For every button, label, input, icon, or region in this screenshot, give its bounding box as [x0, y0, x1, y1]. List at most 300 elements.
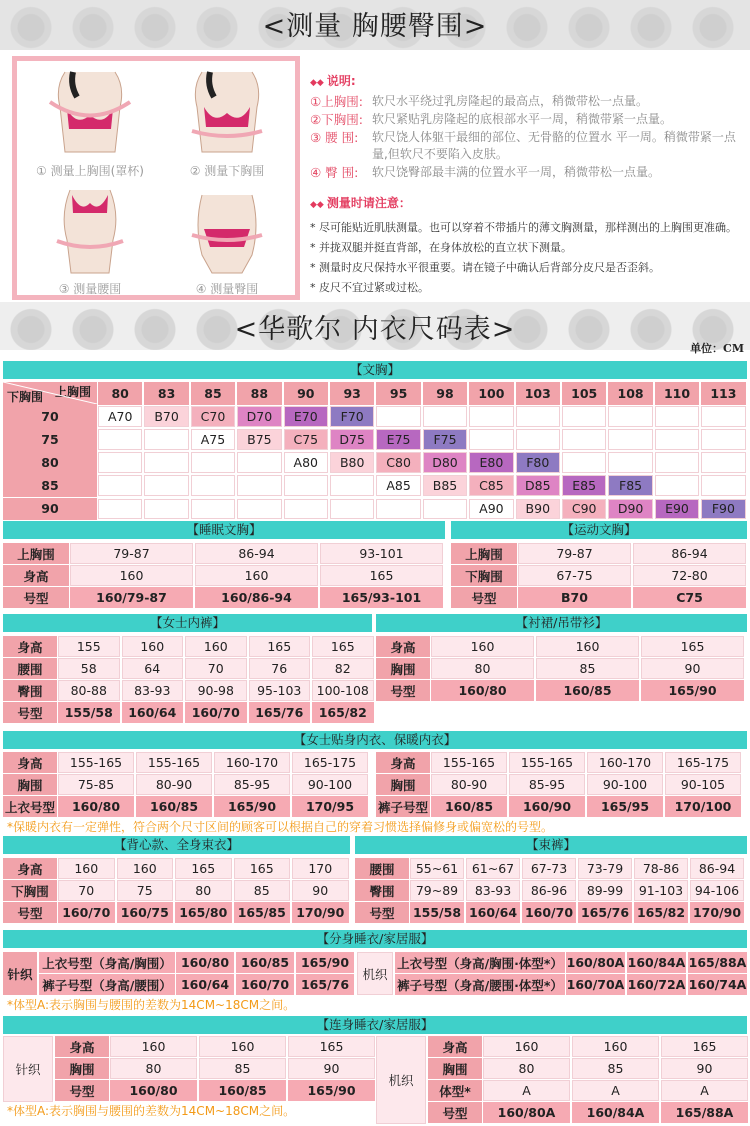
- thermal-top-row-label: 胸围: [3, 774, 57, 795]
- panties-type-cell: 165/76: [249, 702, 311, 723]
- thermal-title: 【女士贴身内衣、保暖内衣】: [3, 731, 747, 749]
- vest-value-cell: 80: [175, 880, 232, 901]
- measurement-notes: [310, 73, 746, 298]
- one-pj-woven-type-cell: 160/80A: [483, 1102, 570, 1123]
- panties-row-label: 身高: [3, 636, 57, 657]
- thermal-top-type-cell: 160/85: [136, 796, 212, 817]
- vest-row-label: 号型: [3, 902, 57, 923]
- bra-empty-cell: [98, 475, 142, 496]
- thermal-top-value-cell: 90-100: [292, 774, 368, 795]
- one-pj-woven-value-cell: 85: [572, 1058, 659, 1079]
- split-pj-type-cell: 165/76: [296, 974, 354, 995]
- bra-empty-cell: [655, 429, 699, 450]
- one-pj-knit-row-label: 身高: [55, 1036, 109, 1057]
- vest-value-cell: 165: [175, 858, 232, 879]
- thermal-bottom-value-cell: 165-175: [665, 752, 741, 773]
- one-pj-knit-value-cell: 165: [288, 1036, 375, 1057]
- vest-value-cell: 75: [117, 880, 174, 901]
- bra-size-cell: F70: [330, 406, 374, 427]
- one-pj-woven-row-label: 号型: [428, 1102, 482, 1123]
- shaper-value-cell: 86-94: [690, 858, 744, 879]
- bra-empty-cell: [284, 499, 328, 520]
- bra-empty-cell: [376, 406, 420, 427]
- bra-row-header: 85: [3, 474, 97, 497]
- shaper-title: 【束裤】: [355, 836, 747, 854]
- bra-empty-cell: [376, 499, 420, 520]
- shaper-type-cell: 155/58: [410, 902, 464, 923]
- split-pj-type-cell: 160/64: [176, 974, 234, 995]
- bra-row-header: 75: [3, 428, 97, 451]
- panties-value-cell: 160: [122, 636, 184, 657]
- thermal-bottom-type-cell: 170/100: [665, 796, 741, 817]
- split-pj-row-label: 上衣号型（身高/胸围·体型*）: [395, 952, 565, 973]
- one-pj-knit-value-cell: 80: [110, 1058, 197, 1079]
- sleep-bra-title: 【睡眠文胸】: [3, 521, 445, 539]
- panties-value-cell: 80-88: [58, 680, 120, 701]
- vest-value-cell: 85: [234, 880, 291, 901]
- bra-size-cell: D85: [516, 475, 560, 496]
- bra-empty-cell: [144, 499, 188, 520]
- bra-col-header: 88: [237, 382, 281, 405]
- bra-size-cell: C75: [284, 429, 328, 450]
- bra-size-cell: F90: [701, 499, 745, 520]
- figure-caption: ① 测量上胸围(罩杯): [36, 164, 144, 178]
- bra-corner-cell: [3, 382, 97, 405]
- split-pj-type-cell: 160/80A: [566, 952, 625, 973]
- one-pj-knit-value-cell: 85: [199, 1058, 286, 1079]
- thermal-bottom-type-cell: 165/95: [587, 796, 663, 817]
- sport-bra-type-cell: C75: [633, 587, 746, 608]
- slip-row-label: 号型: [376, 680, 430, 701]
- bra-col-header: 110: [655, 382, 699, 405]
- panties-type-cell: 155/58: [58, 702, 120, 723]
- sleep-bra-value-cell: 79-87: [70, 543, 193, 564]
- panties-type-cell: 165/82: [312, 702, 374, 723]
- thermal-bottom-type-cell: 160/85: [431, 796, 507, 817]
- bra-size-cell: F85: [608, 475, 652, 496]
- split-pj-type-cell: 160/72A: [627, 974, 686, 995]
- figure-caption: ② 测量下胸围: [189, 164, 265, 178]
- caution-heading: ◆◆ 测量时请注意：: [310, 196, 411, 210]
- upper-bust-illustration: [45, 67, 135, 157]
- bra-col-header: 80: [98, 382, 142, 405]
- shaper-value-cell: 73-79: [578, 858, 632, 879]
- bra-size-cell: D80: [423, 452, 467, 473]
- panties-row-label: 臀围: [3, 680, 57, 701]
- figure-waist: [25, 185, 155, 296]
- explain-heading: ◆◆ 说明:: [310, 74, 356, 88]
- vest-row-label: 身高: [3, 858, 57, 879]
- slip-value-cell: 160: [431, 636, 534, 657]
- shaper-value-cell: 91-103: [634, 880, 688, 901]
- panties-value-cell: 90-98: [185, 680, 247, 701]
- thermal-bottom-value-cell: 155-165: [431, 752, 507, 773]
- thermal-top-type-cell: 170/95: [292, 796, 368, 817]
- panties-value-cell: 58: [58, 658, 120, 679]
- thermal-top-value-cell: 80-90: [136, 774, 212, 795]
- sleep-bra-value-cell: 93-101: [320, 543, 443, 564]
- bra-col-header: 90: [284, 382, 328, 405]
- one-pj-woven-label: 机织: [376, 1036, 426, 1124]
- vest-type-cell: 165/80: [175, 902, 232, 923]
- thermal-bottom-value-cell: 90-100: [587, 774, 663, 795]
- thermal-top-type-cell: 165/90: [214, 796, 290, 817]
- bra-col-header: 105: [562, 382, 606, 405]
- thermal-top-row-label: 上衣号型: [3, 796, 57, 817]
- bra-col-header: 93: [330, 382, 374, 405]
- thermal-top-value-cell: 155-165: [136, 752, 212, 773]
- bra-size-cell: E70: [284, 406, 328, 427]
- slip-title: 【衬裙/吊带衫】: [376, 614, 747, 632]
- vest-value-cell: 90: [292, 880, 349, 901]
- under-bust-illustration: [182, 67, 272, 157]
- measure-banner: <测量 胸腰臀围>: [0, 0, 750, 50]
- panties-value-cell: 70: [185, 658, 247, 679]
- bra-corner-bottom: 下胸围: [7, 389, 44, 404]
- shaper-value-cell: 79~89: [410, 880, 464, 901]
- one-pj-woven-type-cell: 165/88A: [661, 1102, 748, 1123]
- bra-size-cell: B75: [237, 429, 281, 450]
- shaper-value-cell: 94-106: [690, 880, 744, 901]
- vest-value-cell: 165: [234, 858, 291, 879]
- thermal-top-type-cell: 160/80: [58, 796, 134, 817]
- sport-bra-value-cell: 67-75: [518, 565, 631, 586]
- shaper-row-label: 号型: [355, 902, 409, 923]
- shaper-row-label: 臀围: [355, 880, 409, 901]
- bra-row-header: 80: [3, 451, 97, 474]
- bra-empty-cell: [516, 406, 560, 427]
- one-pj-woven-value-cell: A: [483, 1080, 570, 1101]
- bra-size-cell: A90: [469, 499, 513, 520]
- bra-size-cell: E90: [655, 499, 699, 520]
- split-pj-type-cell: 160/70A: [566, 974, 625, 995]
- diamond-icon: ◆◆: [310, 78, 324, 88]
- bra-empty-cell: [237, 499, 281, 520]
- one-pj-woven-value-cell: 165: [661, 1036, 748, 1057]
- figure-caption: ③ 测量腰围: [58, 282, 122, 296]
- bra-empty-cell: [701, 475, 745, 496]
- thermal-top-row-label: 身高: [3, 752, 57, 773]
- bra-size-cell: E85: [562, 475, 606, 496]
- one-pj-knit-value-cell: 90: [288, 1058, 375, 1079]
- slip-row-label: 身高: [376, 636, 430, 657]
- bra-col-header: 95: [376, 382, 420, 405]
- shaper-value-cell: 55~61: [410, 858, 464, 879]
- shaper-type-cell: 160/64: [466, 902, 520, 923]
- bra-size-cell: D70: [237, 406, 281, 427]
- panties-value-cell: 82: [312, 658, 374, 679]
- one-pj-knit-row-label: 号型: [55, 1080, 109, 1101]
- bra-empty-cell: [516, 429, 560, 450]
- bra-empty-cell: [701, 406, 745, 427]
- shaper-value-cell: 78-86: [634, 858, 688, 879]
- bra-empty-cell: [98, 429, 142, 450]
- bra-size-cell: C85: [469, 475, 513, 496]
- thermal-bottom-value-cell: 80-90: [431, 774, 507, 795]
- shaper-type-cell: 165/82: [634, 902, 688, 923]
- one-pj-woven-value-cell: 80: [483, 1058, 570, 1079]
- sleep-bra-type-cell: 160/79-87: [70, 587, 193, 608]
- caution-item: * 并拢双腿并挺直背部，在身体放松的直立状下测量。: [310, 241, 572, 254]
- thermal-bottom-value-cell: 160-170: [587, 752, 663, 773]
- one-pj-knit-row-label: 胸围: [55, 1058, 109, 1079]
- panties-value-cell: 155: [58, 636, 120, 657]
- bra-empty-cell: [701, 452, 745, 473]
- thermal-bottom-value-cell: 85-95: [509, 774, 585, 795]
- thermal-top-value-cell: 165-175: [292, 752, 368, 773]
- one-pj-woven-type-cell: 160/84A: [572, 1102, 659, 1123]
- bra-empty-cell: [655, 452, 699, 473]
- bra-empty-cell: [98, 452, 142, 473]
- bra-size-cell: C80: [376, 452, 420, 473]
- thermal-top-value-cell: 160-170: [214, 752, 290, 773]
- bra-size-cell: B90: [516, 499, 560, 520]
- split-pj-row-label: 上衣号型（身高/胸围）: [39, 952, 175, 973]
- sport-bra-value-cell: 79-87: [518, 543, 631, 564]
- one-pj-note: *体型A:表示胸围与腰围的差数为14CM~18CM之间。: [7, 1104, 296, 1118]
- bra-empty-cell: [701, 429, 745, 450]
- bra-size-cell: A85: [376, 475, 420, 496]
- panties-value-cell: 76: [249, 658, 311, 679]
- explain-row: ④ 臀 围: 软尺饶臀部最丰满的位置水平一周，稍微带松一点量。: [310, 165, 661, 180]
- thermal-bottom-row-label: 裤子号型: [376, 796, 430, 817]
- bra-table-title: 【文胸】: [3, 361, 747, 379]
- diamond-icon: ◆◆: [310, 200, 324, 210]
- one-pj-knit-label: 针织: [3, 1036, 53, 1102]
- measure-illustration-panel: [12, 56, 300, 300]
- bra-size-cell: E80: [469, 452, 513, 473]
- shaper-value-cell: 83-93: [466, 880, 520, 901]
- bra-col-header: 83: [144, 382, 188, 405]
- shaper-type-cell: 170/90: [690, 902, 744, 923]
- bra-empty-cell: [562, 429, 606, 450]
- slip-value-cell: 80: [431, 658, 534, 679]
- one-pj-woven-value-cell: 160: [483, 1036, 570, 1057]
- bra-col-header: 113: [701, 382, 745, 405]
- bra-col-header: 108: [608, 382, 652, 405]
- slip-row-label: 胸围: [376, 658, 430, 679]
- explain-row: ①上胸围: 软尺水平绕过乳房隆起的最高点，稍微带松一点量。: [310, 94, 649, 109]
- sleep-bra-row-label: 号型: [3, 587, 69, 608]
- thermal-top-value-cell: 75-85: [58, 774, 134, 795]
- sleep-bra-row-label: 身高: [3, 565, 69, 586]
- figure-upper-bust: [25, 67, 155, 178]
- thermal-bottom-row-label: 身高: [376, 752, 430, 773]
- bra-empty-cell: [191, 452, 235, 473]
- bra-empty-cell: [469, 429, 513, 450]
- waist-illustration: [45, 185, 135, 275]
- sport-bra-row-label: 下胸围: [451, 565, 517, 586]
- thermal-bottom-value-cell: 90-105: [665, 774, 741, 795]
- one-pj-woven-value-cell: 160: [572, 1036, 659, 1057]
- one-pj-knit-value-cell: 160: [199, 1036, 286, 1057]
- split-pj-type-cell: 160/84A: [627, 952, 686, 973]
- bra-empty-cell: [655, 406, 699, 427]
- slip-value-cell: 160: [536, 636, 639, 657]
- one-pj-woven-row-label: 身高: [428, 1036, 482, 1057]
- panties-value-cell: 160: [185, 636, 247, 657]
- bra-size-cell: A70: [98, 406, 142, 427]
- slip-value-cell: 165: [641, 636, 744, 657]
- sport-bra-row-label: 上胸围: [451, 543, 517, 564]
- panties-value-cell: 165: [249, 636, 311, 657]
- thermal-bottom-type-cell: 160/90: [509, 796, 585, 817]
- split-pj-type-cell: 165/88A: [688, 952, 747, 973]
- bra-size-cell: C90: [562, 499, 606, 520]
- split-pj-type-cell: 160/70: [236, 974, 294, 995]
- panties-type-cell: 160/64: [122, 702, 184, 723]
- one-pj-woven-value-cell: A: [572, 1080, 659, 1101]
- split-pj-woven-label: 机织: [357, 952, 393, 995]
- one-pj-knit-type-cell: 165/90: [288, 1080, 375, 1101]
- thermal-bottom-value-cell: 155-165: [509, 752, 585, 773]
- bra-empty-cell: [144, 452, 188, 473]
- panties-value-cell: 95-103: [249, 680, 311, 701]
- shaper-value-cell: 61~67: [466, 858, 520, 879]
- explain-row: ③ 腰 围: 软尺饶人体躯干最细的部位、无骨骼的位置水 平一周。稍微带紧一点量,但软尺不要陷入皮肤。: [310, 130, 736, 161]
- vest-value-cell: 70: [58, 880, 115, 901]
- caution-item: * 测量时皮尺保持水平很重要。请在镜子中确认后背部分皮尺是否歪斜。: [310, 261, 660, 274]
- one-pj-woven-row-label: 胸围: [428, 1058, 482, 1079]
- bra-col-header: 100: [469, 382, 513, 405]
- split-pj-type-cell: 160/85: [236, 952, 294, 973]
- split-pj-row-label: 裤子号型（身高/腰围）: [39, 974, 175, 995]
- vest-type-cell: 170/90: [292, 902, 349, 923]
- sleep-bra-type-cell: 165/93-101: [320, 587, 443, 608]
- panties-value-cell: 165: [312, 636, 374, 657]
- bra-size-cell: E75: [376, 429, 420, 450]
- one-pj-title: 【连身睡衣/家居服】: [3, 1016, 747, 1034]
- bra-col-header: 98: [423, 382, 467, 405]
- bra-empty-cell: [144, 475, 188, 496]
- sport-bra-value-cell: 86-94: [633, 543, 746, 564]
- shaper-type-cell: 165/76: [578, 902, 632, 923]
- bra-size-cell: D90: [608, 499, 652, 520]
- bra-empty-cell: [423, 406, 467, 427]
- vest-row-label: 下胸围: [3, 880, 57, 901]
- slip-type-cell: 160/85: [536, 680, 639, 701]
- split-pj-type-cell: 160/74A: [688, 974, 747, 995]
- bra-empty-cell: [655, 475, 699, 496]
- thermal-note: *保暖内衣有一定弹性，符合两个尺寸区间的顾客可以根据自己的穿着习惯选择偏修身或偏宽松的号型。: [7, 820, 554, 834]
- bra-size-cell: B85: [423, 475, 467, 496]
- panties-type-cell: 160/70: [185, 702, 247, 723]
- split-pj-title: 【分身睡衣/家居服】: [3, 930, 747, 948]
- vest-title: 【背心款、全身束衣】: [3, 836, 350, 854]
- figure-hip: [162, 185, 292, 296]
- split-pj-note: *体型A:表示胸围与腰围的差数为14CM~18CM之间。: [7, 998, 296, 1012]
- bra-empty-cell: [237, 475, 281, 496]
- sport-bra-value-cell: 72-80: [633, 565, 746, 586]
- shaper-value-cell: 89-99: [578, 880, 632, 901]
- bra-empty-cell: [284, 475, 328, 496]
- bra-empty-cell: [144, 429, 188, 450]
- split-pj-row-label: 裤子号型（身高/腰围·体型*）: [395, 974, 565, 995]
- panties-value-cell: 100-108: [312, 680, 374, 701]
- vest-value-cell: 160: [117, 858, 174, 879]
- panties-row-label: 腰围: [3, 658, 57, 679]
- slip-type-cell: 160/80: [431, 680, 534, 701]
- thermal-top-value-cell: 155-165: [58, 752, 134, 773]
- figure-under-bust: [162, 67, 292, 178]
- sport-bra-row-label: 号型: [451, 587, 517, 608]
- thermal-bottom-row-label: 胸围: [376, 774, 430, 795]
- slip-value-cell: 85: [536, 658, 639, 679]
- sleep-bra-row-label: 上胸围: [3, 543, 69, 564]
- bra-size-cell: F75: [423, 429, 467, 450]
- panties-value-cell: 64: [122, 658, 184, 679]
- figure-caption: ④ 测量臀围: [195, 282, 259, 296]
- bra-empty-cell: [608, 452, 652, 473]
- hip-illustration: [182, 185, 272, 275]
- sleep-bra-type-cell: 160/86-94: [195, 587, 318, 608]
- panties-row-label: 号型: [3, 702, 57, 723]
- bra-empty-cell: [469, 406, 513, 427]
- shaper-value-cell: 67-73: [522, 858, 576, 879]
- slip-type-cell: 165/90: [641, 680, 744, 701]
- vest-value-cell: 170: [292, 858, 349, 879]
- bra-empty-cell: [562, 406, 606, 427]
- vest-value-cell: 160: [58, 858, 115, 879]
- one-pj-knit-type-cell: 160/80: [110, 1080, 197, 1101]
- one-pj-woven-value-cell: A: [661, 1080, 748, 1101]
- bra-size-cell: C70: [191, 406, 235, 427]
- caution-item: * 皮尺不宜过紧或过松。: [310, 281, 429, 294]
- split-pj-knit-label: 针织: [3, 952, 37, 995]
- split-pj-type-cell: 160/80: [176, 952, 234, 973]
- bra-col-header: 103: [516, 382, 560, 405]
- bra-empty-cell: [608, 429, 652, 450]
- one-pj-woven-value-cell: 90: [661, 1058, 748, 1079]
- explain-row: ②下胸围: 软尺紧贴乳房隆起的底根部水平一周，稍微带紧一点量。: [310, 112, 673, 127]
- thermal-top-value-cell: 85-95: [214, 774, 290, 795]
- bra-row-header: 90: [3, 498, 97, 521]
- bra-col-header: 85: [191, 382, 235, 405]
- bra-empty-cell: [237, 452, 281, 473]
- bra-row-header: 70: [3, 405, 97, 428]
- bra-corner-top: 上胸围: [54, 385, 91, 399]
- bra-empty-cell: [330, 475, 374, 496]
- size-chart-banner: <华歌尔 内衣尺码表>: [0, 302, 750, 350]
- sleep-bra-value-cell: 165: [320, 565, 443, 586]
- one-pj-knit-value-cell: 160: [110, 1036, 197, 1057]
- vest-type-cell: 160/70: [58, 902, 115, 923]
- panties-value-cell: 83-93: [122, 680, 184, 701]
- split-pj-type-cell: 165/90: [296, 952, 354, 973]
- slip-value-cell: 90: [641, 658, 744, 679]
- shaper-value-cell: 86-96: [522, 880, 576, 901]
- bra-empty-cell: [191, 499, 235, 520]
- one-pj-knit-type-cell: 160/85: [199, 1080, 286, 1101]
- bra-size-cell: A75: [191, 429, 235, 450]
- shaper-type-cell: 160/70: [522, 902, 576, 923]
- bra-size-cell: D75: [330, 429, 374, 450]
- sleep-bra-value-cell: 160: [195, 565, 318, 586]
- bra-empty-cell: [191, 475, 235, 496]
- vest-type-cell: 160/75: [117, 902, 174, 923]
- bra-empty-cell: [423, 499, 467, 520]
- bra-size-cell: B80: [330, 452, 374, 473]
- diagonal-divider: [3, 382, 97, 404]
- sleep-bra-value-cell: 86-94: [195, 543, 318, 564]
- one-pj-woven-row-label: 体型*: [428, 1080, 482, 1101]
- bra-empty-cell: [330, 499, 374, 520]
- sport-bra-type-cell: B70: [518, 587, 631, 608]
- shaper-row-label: 腰围: [355, 858, 409, 879]
- bra-size-cell: A80: [284, 452, 328, 473]
- panties-title: 【女士内裤】: [3, 614, 372, 632]
- unit-label: 单位：CM: [690, 342, 744, 355]
